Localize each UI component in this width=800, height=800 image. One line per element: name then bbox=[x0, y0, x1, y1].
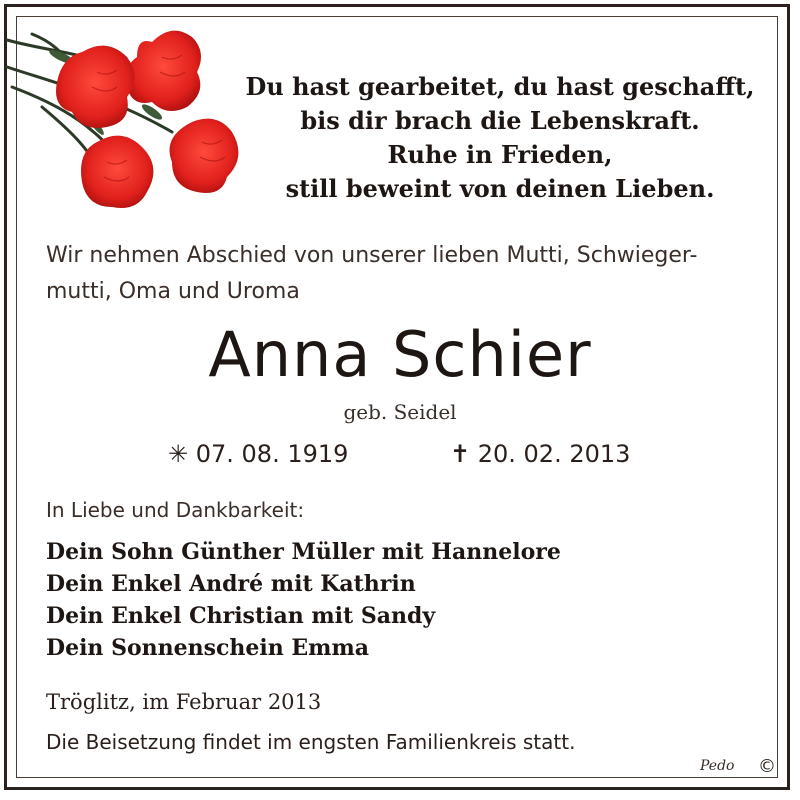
family-list bbox=[46, 536, 561, 664]
verse-line: still beweint von deinen Lieben. bbox=[285, 174, 715, 203]
copyright-symbol: © bbox=[758, 756, 776, 777]
farewell-intro bbox=[46, 238, 766, 310]
thanks-line: In Liebe und Dankbarkeit: bbox=[46, 498, 305, 522]
maiden-name: geb. Seidel bbox=[343, 400, 457, 424]
memorial-verse bbox=[230, 70, 770, 206]
family-member: Dein Sonnenschein Emma bbox=[46, 635, 369, 661]
death-date: ✝ 20. 02. 2013 bbox=[450, 440, 631, 468]
intro-line: mutti, Oma und Uroma bbox=[46, 279, 300, 304]
family-member: Dein Enkel Christian mit Sandy bbox=[46, 603, 436, 629]
verse-line: Du hast gearbeitet, du hast geschafft, bbox=[245, 72, 755, 101]
family-member: Dein Enkel André mit Kathrin bbox=[46, 571, 416, 597]
burial-note: Die Beisetzung findet im engsten Familienkreis statt. bbox=[46, 730, 576, 754]
verse-line: bis dir brach die Lebenskraft. bbox=[300, 106, 700, 135]
carnation-bouquet-icon bbox=[2, 12, 262, 212]
place-date: Tröglitz, im Februar 2013 bbox=[46, 690, 322, 714]
birth-date: ✳ 07. 08. 1919 bbox=[168, 440, 349, 468]
verse-line: Ruhe in Frieden, bbox=[387, 140, 613, 169]
family-member: Dein Sohn Günther Müller mit Hannelore bbox=[46, 539, 561, 565]
designer-signature: Pedo bbox=[700, 758, 735, 774]
deceased-name: Anna Schier bbox=[208, 318, 592, 391]
intro-line: Wir nehmen Abschied von unserer lieben Mutti, Schwieger- bbox=[46, 243, 698, 268]
